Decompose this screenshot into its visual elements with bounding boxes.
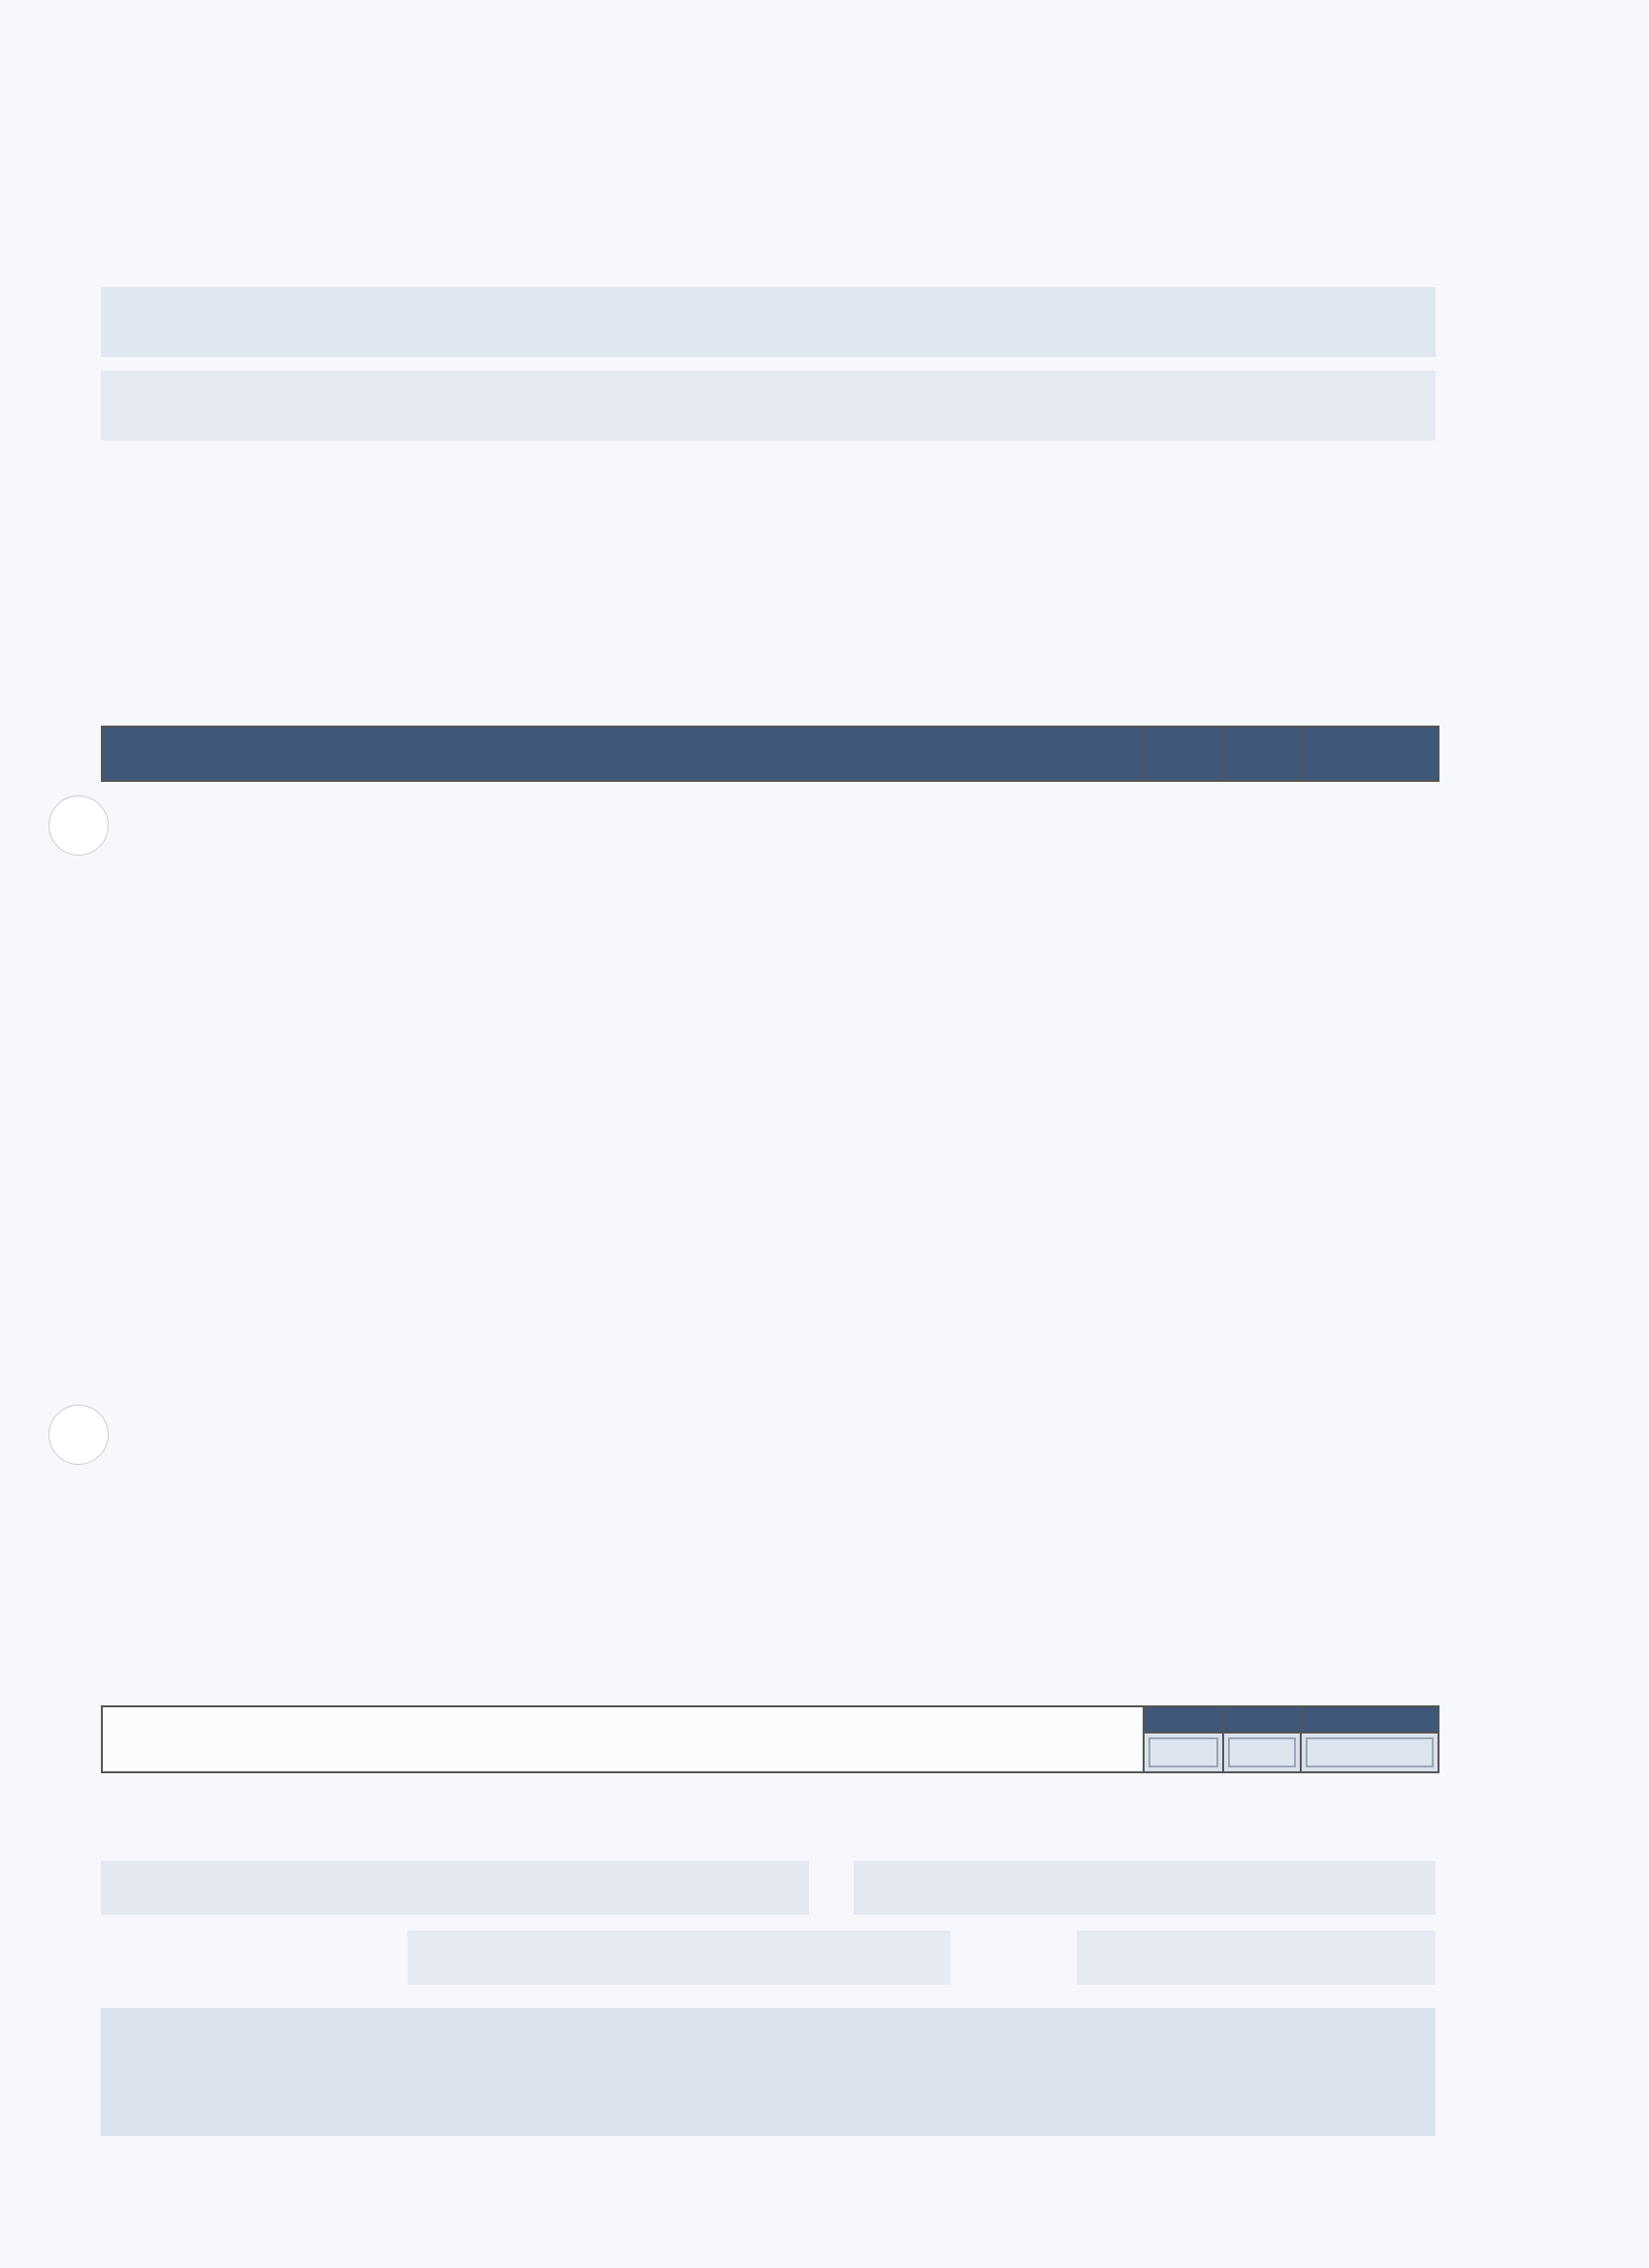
trust-funds-table [101, 1705, 1439, 1773]
table-header-not-covered [1301, 727, 1439, 781]
date-field[interactable] [1077, 1930, 1436, 1985]
website-band [101, 371, 1436, 440]
signature-field[interactable] [407, 1930, 951, 1985]
trust-header-no [1223, 1706, 1301, 1733]
trust-cell-yes[interactable] [1144, 1733, 1223, 1772]
table-header-objective [102, 727, 1144, 781]
trust-cell-not-applicable[interactable] [1301, 1733, 1439, 1772]
table-header-yes [1144, 727, 1223, 781]
authority-name-band [101, 287, 1436, 357]
dates-field[interactable] [101, 1861, 809, 1915]
trust-funds-objective [102, 1706, 1144, 1772]
punch-hole-bottom [48, 1405, 109, 1465]
punch-hole-top [48, 795, 109, 856]
auditor-field[interactable] [854, 1861, 1436, 1915]
trust-cell-no[interactable] [1223, 1733, 1301, 1772]
notes-box [101, 2008, 1436, 2136]
table-header-no [1223, 727, 1301, 781]
control-objectives-table [101, 726, 1439, 782]
trust-header-not-applicable [1301, 1706, 1439, 1733]
trust-header-yes [1144, 1706, 1223, 1733]
